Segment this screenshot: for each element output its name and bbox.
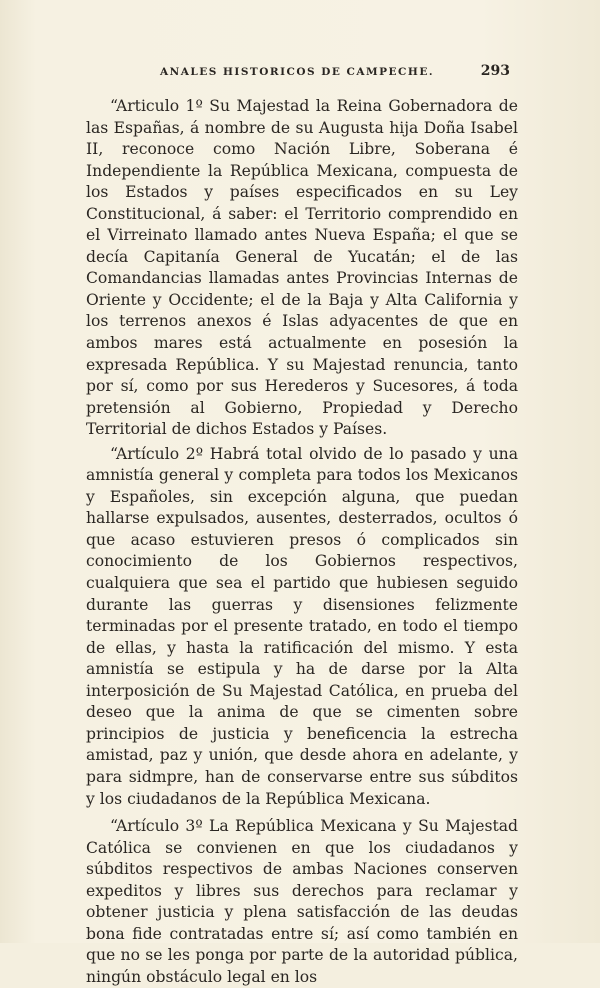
- running-header: [160, 64, 510, 82]
- body-text: [86, 96, 518, 988]
- article-1-paragraph: “Articulo 1º Su Majestad la Reina Gobernadora de las Españas, á nombre de su Augusta hija Doña Isabel II, reconoce como Nación Libre, Soberana é Independiente la República Mexicana, compuesta de los Estados y países especificados en su Ley Constitucional, á saber: el Territorio comprendido en el Virreinato llamado antes Nueva España; el que se decía Capitanía General de Yucatán; el de las Comandancias llamadas antes Provincias Internas de Oriente y Occidente; el de la Baja y Alta California y los terrenos anexos é Islas adyacentes de que en ambos mares está actualmente en posesión la expresada República. Y su Majestad renuncia, tanto por sí, como por sus Herederos y Sucesores, á toda pretensión al Gobierno, Propiedad y Derecho Territorial de dichos Estados y Países.: [86, 97, 518, 439]
- page-number: 293: [480, 63, 510, 79]
- article-3-paragraph: “Artículo 3º La República Mexicana y Su Majestad Católica se convienen en que los ciudadanos y súbditos respectivos de ambas Naciones conserven expeditos y libres sus derechos para reclamar y obtener justicia y plena satisfacción de las deudas bona fide contratadas entre sí; así como también en que no se les ponga por parte de la autoridad pública, ningún obstáculo legal en los: [86, 817, 518, 986]
- article-2-paragraph: “Artículo 2º Habrá total olvido de lo pasado y una amnistía general y completa para todos los Mexicanos y Españoles, sin excepción alguna, que puedan hallarse expulsados, ausentes, desterrados, ocultos ó que acaso estuvieren presos ó complicados sin conocimiento de los Gobiernos respectivos, cualquiera que sea el partido que hubiesen seguido durante las guerras y disensiones felizmente terminadas por el presente tratado, en todo el tiempo de ellas, y hasta la ratificación del mismo. Y esta amnistía se estipula y ha de darse por la Alta interposición de Su Majestad Católica, en prueba del deseo que la anima de que se cimenten sobre principios de justicia y beneficencia la estrecha amistad, paz y unión, que desde ahora en adelante, y para sidmpre, han de conservarse entre sus súbditos y los ciudadanos de la República Mexicana.: [86, 444, 518, 808]
- header-title: ANALES HISTORICOS DE CAMPECHE.: [160, 66, 434, 78]
